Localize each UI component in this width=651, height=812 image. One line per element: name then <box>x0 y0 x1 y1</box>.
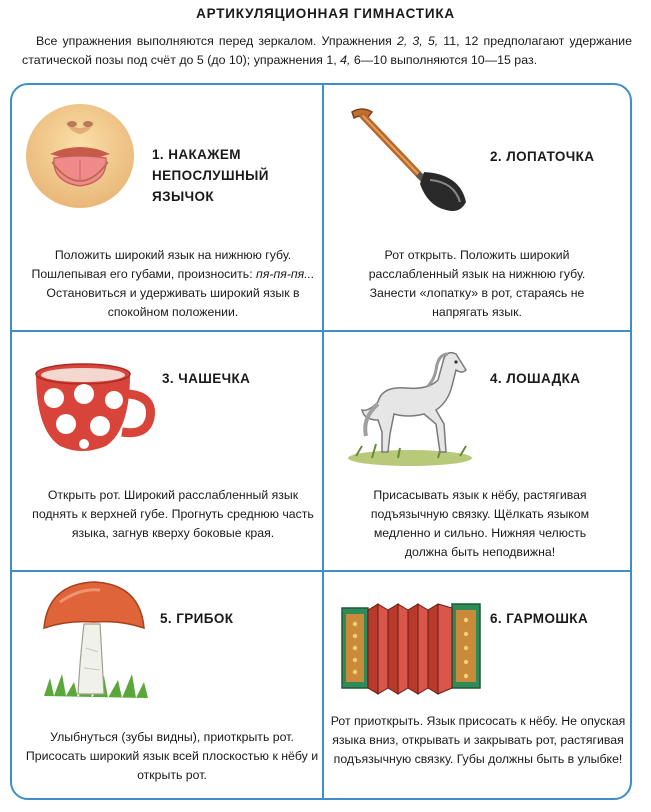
exercise-number: 6. <box>490 611 503 626</box>
exercise-description: Положить широкий язык на нижнюю губу. Пошлепывая его губами, произносить: пя-пя-пя... Остановиться и удерживать широкий язык в спокойном положении. <box>31 248 315 319</box>
exercise-name: НЕПОСЛУШНЫЙ <box>152 168 269 183</box>
page-title: АРТИКУЛЯЦИОННАЯ ГИМНАСТИКА <box>196 6 455 21</box>
cup-icon <box>30 360 156 456</box>
exercise-description: Рот открыть. Положить широкий расслабленный язык на нижнюю губу. Занести «лопатку» в рот, стараясь не напрягать язык. <box>368 248 586 319</box>
exercise-description: Присасывать язык к нёбу, растягивая подъязычную связку. Щёлкать языком медленно и сильно. Нижняя челюсть должна быть неподвижна! <box>370 488 590 559</box>
grid-divider-horizontal <box>11 330 631 332</box>
exercise-name: ЯЗЫЧОК <box>152 189 215 204</box>
shovel-icon <box>342 102 474 220</box>
intro-paragraph: Все упражнения выполняются перед зеркалом. Упражнения 2, 3, 5, 11, 12 предполагают удержание статической позы под счёт до 5 (до 10); упражнения 1, 4, 6—10 выполняются 10—15 раз. <box>22 34 632 67</box>
exercise-description: Улыбнуться (зубы видны), приоткрыть рот. Присосать широкий язык всей плоскостью к нёбу и открыть рот. <box>25 730 319 782</box>
exercise-number: 5. <box>160 611 173 626</box>
exercise-number: 1. <box>152 147 165 162</box>
exercise-description: Рот приоткрыть. Язык присосать к нёбу. Не опуская языка вниз, открывать и закрывать рот, растягивая подъязычную связку. Губы должны быть в улыбке! <box>330 714 626 766</box>
exercise-name: ГРИБОК <box>176 611 234 626</box>
exercise-description: Открыть рот. Широкий расслабленный язык поднять к верхней губе. Прогнуть среднюю часть языка, загнув кверху боковые края. <box>32 488 314 540</box>
mushroom-icon <box>40 578 150 708</box>
exercise-name: ЛОПАТОЧКА <box>506 149 595 164</box>
exercise-name: ГАРМОШКА <box>506 611 589 626</box>
grid-divider-horizontal <box>11 570 631 572</box>
exercise-name: НАКАЖЕМ <box>168 147 241 162</box>
exercise-number: 2. <box>490 149 503 164</box>
accordion-icon <box>340 596 482 700</box>
horse-icon <box>348 340 478 470</box>
exercise-number: 3. <box>162 371 175 386</box>
exercise-name: ЛОШАДКА <box>506 371 581 386</box>
grid-divider-vertical <box>322 84 324 799</box>
mouth-tongue-icon <box>24 104 136 214</box>
exercise-name: ЧАШЕЧКА <box>178 371 251 386</box>
exercise-number: 4. <box>490 371 503 386</box>
